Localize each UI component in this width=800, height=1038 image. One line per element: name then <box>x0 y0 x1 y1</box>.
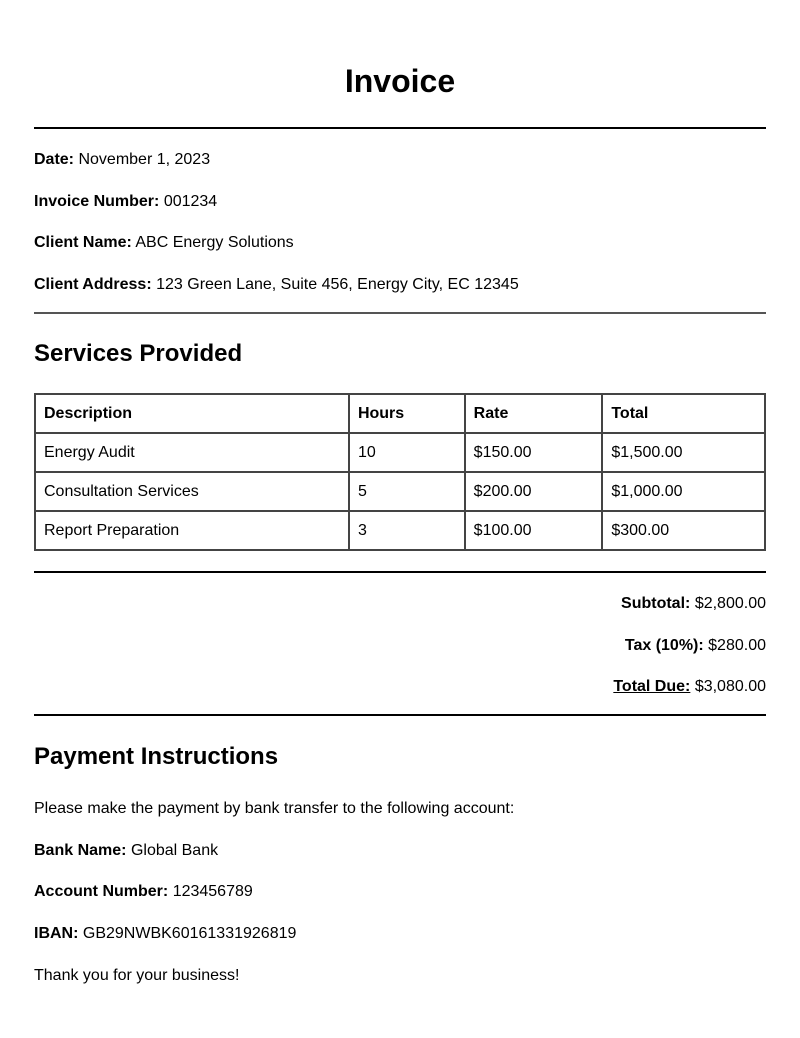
rate-cell: $100.00 <box>465 511 603 550</box>
description-cell: Report Preparation <box>35 511 349 550</box>
client-address-field <box>34 275 519 295</box>
hours-cell: 5 <box>349 472 465 511</box>
total-cell: $1,000.00 <box>602 472 765 511</box>
meta-divider <box>34 312 766 314</box>
services-table <box>34 393 766 551</box>
total-due-label: Total Due: <box>613 678 691 695</box>
total-due-value: $3,080.00 <box>694 678 766 695</box>
description-cell: Energy Audit <box>35 433 349 472</box>
bank-name-field <box>34 841 218 861</box>
column-header: Rate <box>465 394 603 433</box>
iban-value: GB29NWBK60161331926819 <box>82 925 297 942</box>
table-row <box>35 472 765 511</box>
invoice-number-label: Invoice Number: <box>34 193 160 210</box>
table-row <box>35 511 765 550</box>
invoice-title: Invoice <box>344 63 456 99</box>
table-row <box>35 433 765 472</box>
column-header: Hours <box>349 394 465 433</box>
date-value: November 1, 2023 <box>78 151 211 168</box>
description-cell: Consultation Services <box>35 472 349 511</box>
subtotal-line <box>621 594 766 614</box>
services-heading: Services Provided <box>34 340 243 367</box>
subtotal-label: Subtotal: <box>621 595 691 612</box>
column-header: Total <box>602 394 765 433</box>
client-name-label: Client Name: <box>34 234 132 251</box>
totals-divider <box>34 714 766 716</box>
invoice-number-field <box>34 192 217 212</box>
payment-heading: Payment Instructions <box>34 743 279 770</box>
rate-cell: $200.00 <box>465 472 603 511</box>
tax-label: Tax (10%): <box>624 637 704 654</box>
account-number-value: 123456789 <box>172 883 253 900</box>
rate-cell: $150.00 <box>465 433 603 472</box>
iban-field <box>34 924 296 944</box>
date-label: Date: <box>34 151 75 168</box>
client-name-field <box>34 233 294 253</box>
thank-you-note: Thank you for your business! <box>34 967 240 984</box>
tax-line <box>625 636 766 656</box>
table-divider <box>34 571 766 573</box>
payment-intro: Please make the payment by bank transfer to the following account: <box>34 800 515 817</box>
column-header: Description <box>35 394 349 433</box>
date-field <box>34 150 210 170</box>
client-address-value: 123 Green Lane, Suite 456, Energy City, EC 12345 <box>156 276 519 293</box>
client-address-label: Client Address: <box>34 276 152 293</box>
hours-cell: 10 <box>349 433 465 472</box>
account-number-label: Account Number: <box>34 883 169 900</box>
account-number-field <box>34 882 253 902</box>
total-due-line <box>613 677 766 697</box>
bank-name-label: Bank Name: <box>34 842 127 859</box>
bank-name-value: Global Bank <box>130 842 219 859</box>
tax-value: $280.00 <box>708 637 766 654</box>
hours-cell: 3 <box>349 511 465 550</box>
table-header-row <box>35 394 765 433</box>
header-divider <box>34 127 766 129</box>
client-name-value: ABC Energy Solutions <box>135 234 294 251</box>
total-cell: $1,500.00 <box>602 433 765 472</box>
invoice-number-value: 001234 <box>163 193 218 210</box>
total-cell: $300.00 <box>602 511 765 550</box>
subtotal-value: $2,800.00 <box>694 595 766 612</box>
iban-label: IBAN: <box>34 925 79 942</box>
